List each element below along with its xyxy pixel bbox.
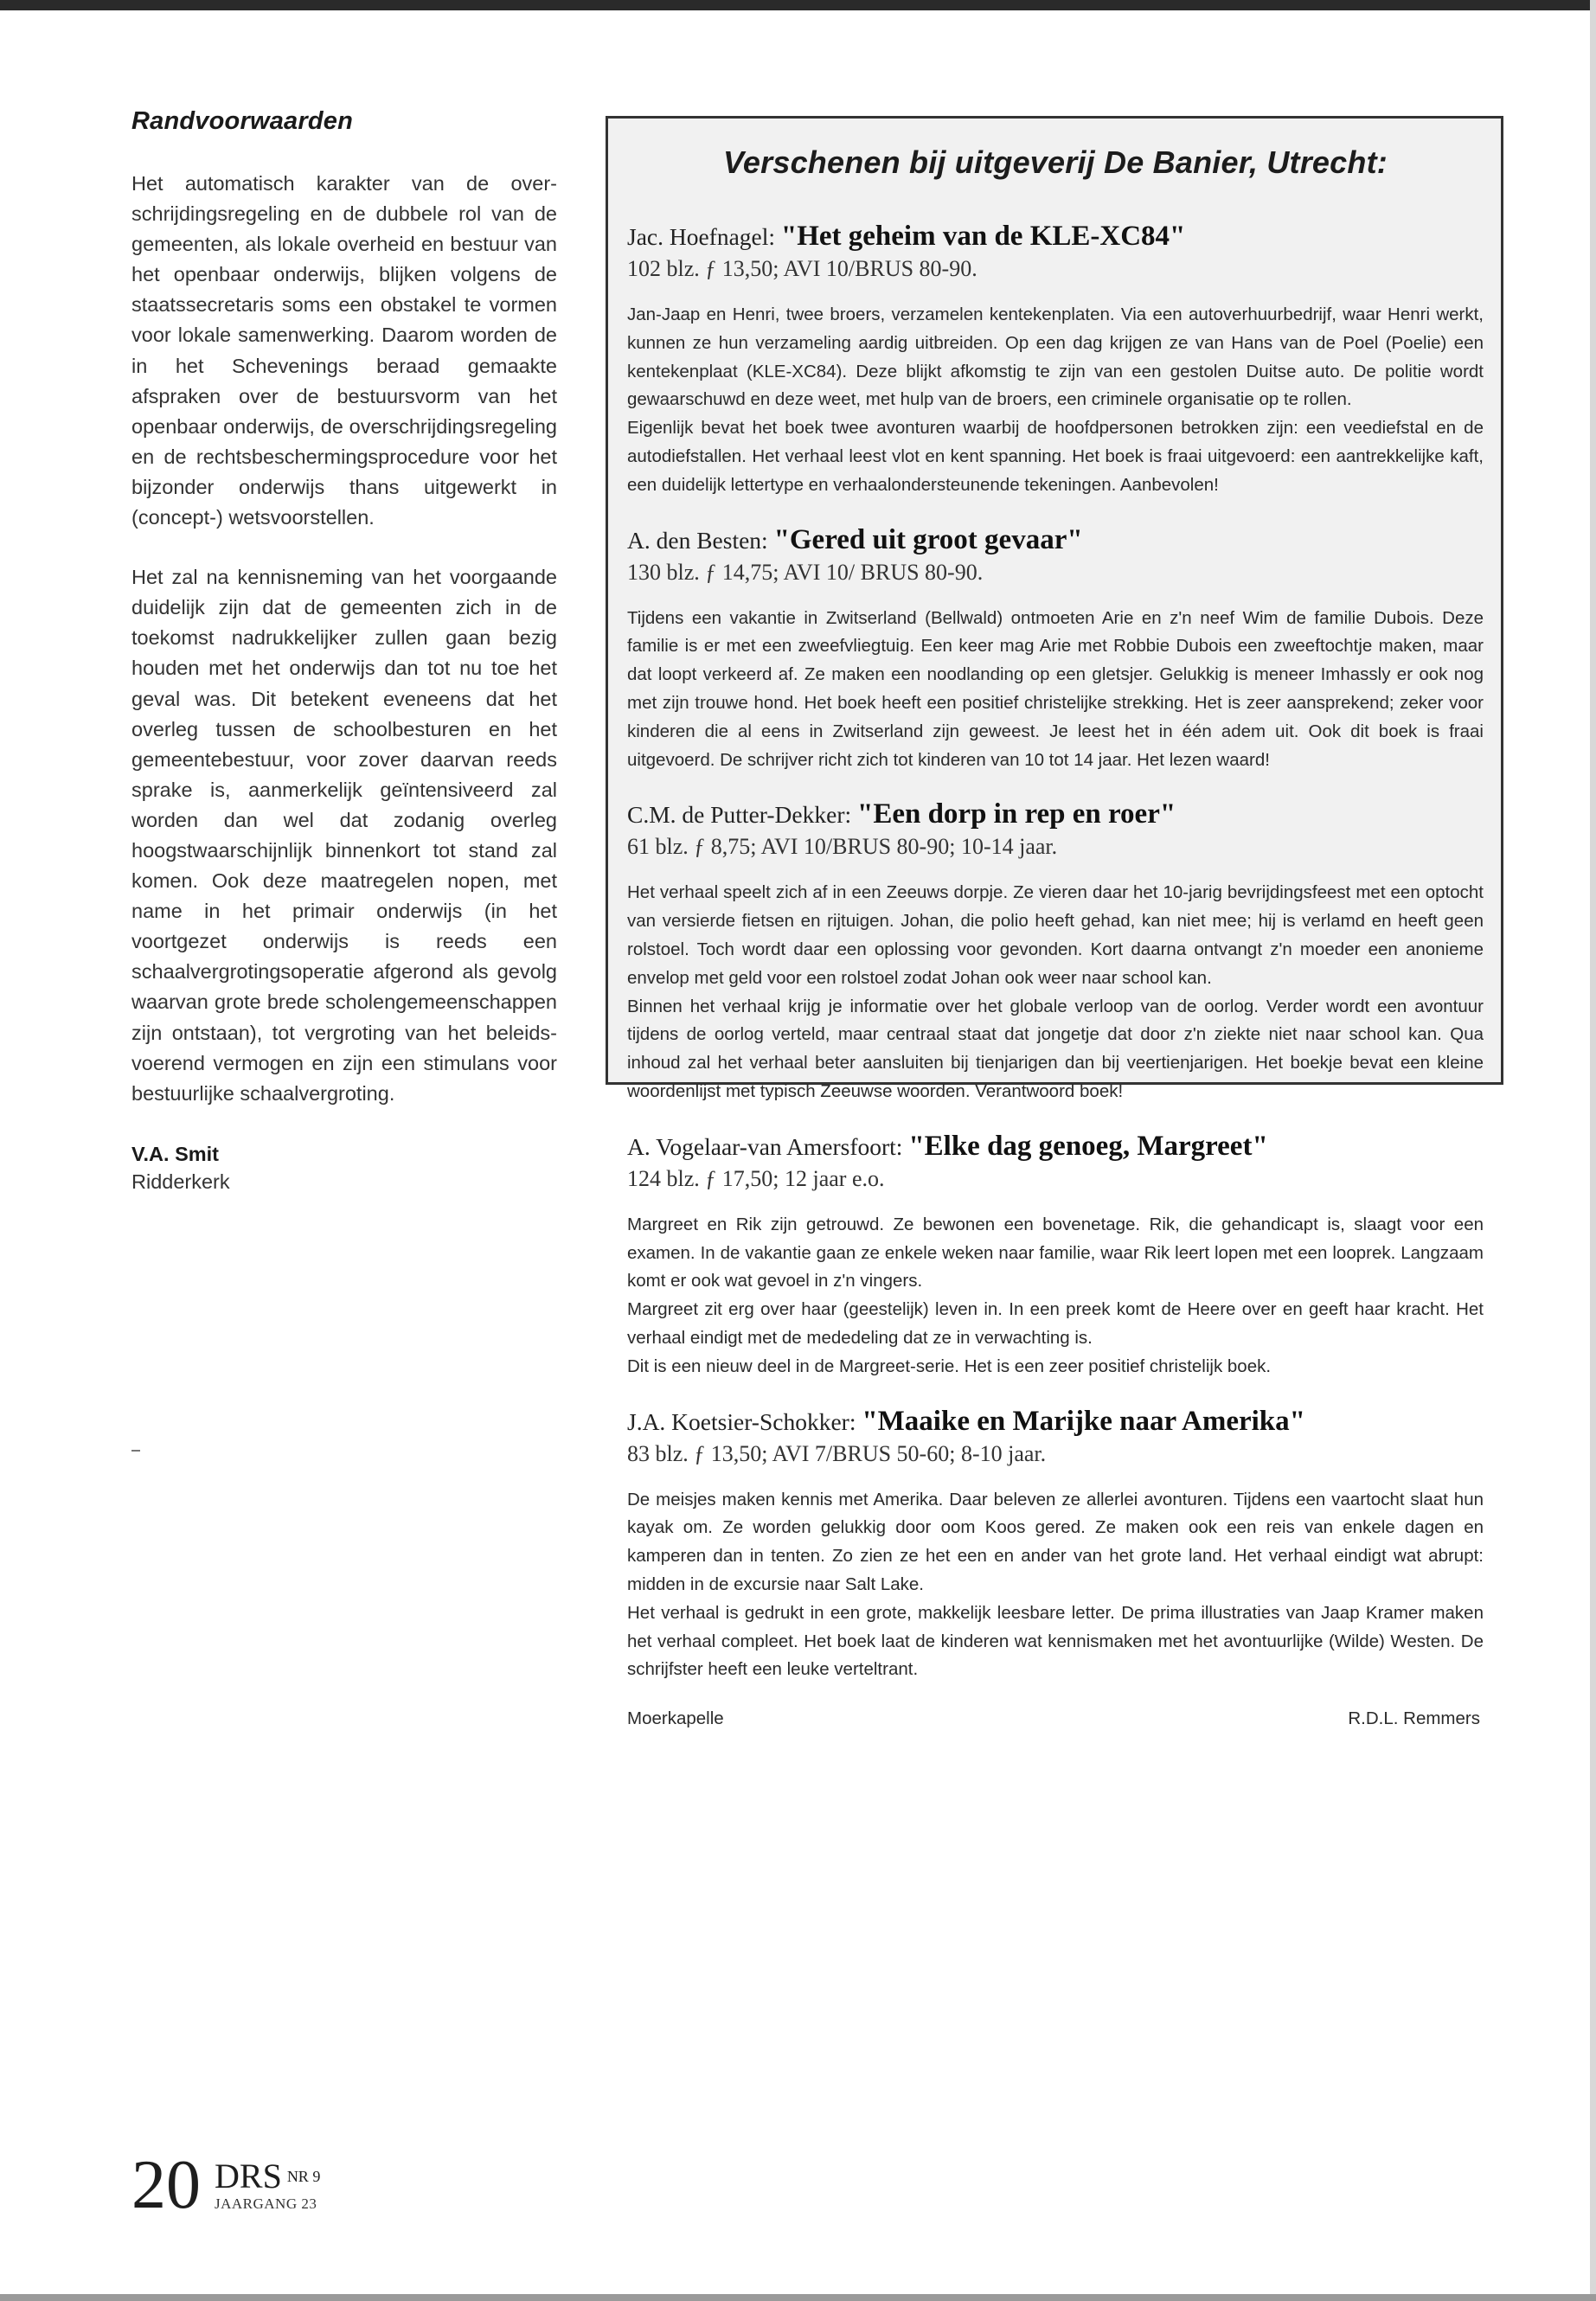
stray-dash-mark [131, 1450, 140, 1452]
review-heading [627, 524, 1484, 556]
article-paragraph-2: Het zal na kennisneming van het voorgaande duidelijk zijn dat de gemeenten zich in de toekomst nadrukkelijker zullen gaan bezig houden met het onderwijs dan tot nu toe het geval was. Dit betekent eveneens dat het overleg tussen de schoolbesturen en het gemeentebestuur, voor zover daarvan reeds sprake is, aanmerkelijk geïntensiveerd zal worden dan wel dat zodanig overleg hoogstwaarschijnlijk binnenkort tot stand zal komen. Ook deze maatregelen nopen, met name in het primair onderwijs (in het voortgezet onderwijs is reeds een schaalvergrotingsoperatie afgerond als gevolg waarvan grote brede scholengemeenschappen zijn ontstaan), tot vergroting van het beleidsvoerend vermogen en zijn een stimulans voor bestuurlijke schaalvergroting. [131, 566, 557, 1105]
review-meta: 130 blz. ƒ 14,75; AVI 10/ BRUS 80-90. [627, 559, 984, 585]
review-item [627, 524, 1484, 775]
review-item [627, 1406, 1484, 1685]
scan-border-right [1590, 0, 1596, 2301]
scan-border-top [0, 0, 1596, 10]
review-paragraph: Dit is een nieuw deel in de Margreet-serie. Het is een zeer positief christelijk boek. [627, 1356, 1272, 1376]
box-title: Verschenen bij uitgeverij De Banier, Utrecht: [723, 144, 1388, 180]
review-heading [627, 1131, 1484, 1163]
review-book-title: "Een dorp in rep en roer" [857, 798, 1176, 830]
review-meta: 61 blz. ƒ 8,75; AVI 10/BRUS 80-90; 10-14 jaar. [627, 834, 1058, 860]
review-paragraph: Binnen het verhaal krijg je informatie over het globale verloop van de oorlog. Verder wordt een avontuur tijdens de oorlog verteld, maar centraal staat dat jongetje dat door z'n ziekte niet naar school kan. Qua inhoud zal het verhaal beter aansluiten bij tienjarigen dan bij veertienjarigen. Het boekje bevat een kleine woordenlijst met typisch Zeeuwse woorden. Verantwoord boek! [627, 996, 1484, 1101]
magazine-issue: NR 9 [286, 2168, 321, 2185]
review-paragraph: De meisjes maken kennis met Amerika. Daar beleven ze allerlei avonturen. Tijdens een vaartocht slaat hun kayak om. Ze worden gelukkig door oom Koos gered. Ze maken ook een reis van enkele dagen en kamperen dan in tenten. Zo zien ze het een en ander van het grote land. Het verhaal eindigt wat abrupt: midden in de excursie naar Salt Lake. [627, 1489, 1484, 1594]
review-item [627, 798, 1484, 1106]
magazine-volume: JAARGANG 23 [215, 2195, 317, 2212]
book-reviews-box [606, 116, 1503, 1729]
review-text [627, 301, 1484, 500]
section-heading: Randvoorwaarden [131, 107, 353, 135]
review-book-title: "Maaike en Marijke naar Amerika" [862, 1405, 1305, 1437]
article-author-name: V.A. Smit [131, 1142, 219, 1165]
review-heading [627, 798, 1484, 830]
magazine-masthead [215, 2159, 320, 2214]
review-text [627, 879, 1484, 1106]
reviewer-name: R.D.L. Remmers [1348, 1708, 1480, 1729]
review-paragraph: Tijdens een vakantie in Zwitserland (Bellwald) ontmoeten Arie en z'n neef Wim de familie Dubois. Deze familie is er met een zweefvliegtuig. Een keer mag Arie met Robbie Dubois een zweeftochtje maken, maar dat loopt verkeerd af. Ze maken een noodlanding op een gletsjer. Gelukkig is meneer Imhassly er ook nog met zijn trouwe hond. Het boek heeft een positief christelijke strekking. Het is zeer aansprekend; zeker voor kinderen die al eens in Zwitserland zijn geweest. Je leest het in één adem uit. Ook dit boek is fraai uitgevoerd. De schrijver richt zich tot kinderen van 10 tot 14 jaar. Het lezen waard! [627, 607, 1484, 770]
review-author: A. den Besten: [627, 526, 774, 554]
reviewer-place: Moerkapelle [627, 1708, 724, 1729]
review-paragraph: Margreet zit erg over haar (geestelijk) leven in. In een preek komt de Heere over en geeft haar kracht. Het verhaal eindigt met de mededeling dat ze in verwachting is. [627, 1299, 1484, 1348]
review-paragraph: Het verhaal is gedrukt in een grote, makkelijk leesbare letter. De prima illustraties van Jaap Kramer maken het verhaal compleet. Het boek laat de kinderen wat kennismaken met het avontuurlijke (Wilde) Westen. De schrijfster heeft een leuke verteltrant. [627, 1602, 1484, 1680]
review-author: J.A. Koetsier-Schokker: [627, 1407, 862, 1435]
review-meta: 83 blz. ƒ 13,50; AVI 7/BRUS 50-60; 8-10 jaar. [627, 1440, 1047, 1466]
review-text [627, 605, 1484, 775]
review-book-title: "Elke dag genoeg, Margreet" [908, 1130, 1268, 1162]
review-paragraph: Eigenlijk bevat het boek twee avonturen waarbij de hoofdpersonen betrokken zijn: een veediefstal en de autodiefstallen. Het verhaal leest vlot en kent spanning. Het boek is fraai uitgevoerd: een aantrekkelijke kaft, een duidelijk lettertype en verhaalondersteunende tekeningen. Aanbevolen! [627, 418, 1484, 495]
review-item [627, 1131, 1484, 1381]
article-paragraph-1: Het automatisch karakter van de overschrijdingsregeling en de dubbele rol van de gemeenten, als lokale overheid en bestuur van het openbaar onderwijs, blijken volgens de staatssecretaris soms een obstakel te vormen voor lokale samenwerking. Daarom worden de in het Schevenings beraad gemaakte afspraken over de bestuursvorm van het openbaar onderwijs, de overschrijdingsregeling en de rechtsbeschermingsprocedure voor het bijzonder onderwijs thans uitgewerkt in (concept-) wetsvoorstellen. [131, 172, 557, 529]
scan-border-bottom [0, 2294, 1596, 2301]
review-paragraph: Jan-Jaap en Henri, twee broers, verzamelen kentekenplaten. Via een autoverhuurbedrijf, waar Henri werkt, kunnen ze hun verzameling aardig uitbreiden. Op een dag krijgen ze van Hans van de Poel (Poelie) een kentekenplaat (KLE-XC84). Deze blijkt afkomstig te zijn van een gestolen Duitse auto. De politie wordt gewaarschuwd en deze weet, met hulp van de broers, een criminele organisatie op te rollen. [627, 304, 1484, 410]
review-meta: 124 blz. ƒ 17,50; 12 jaar e.o. [627, 1165, 885, 1191]
review-text [627, 1486, 1484, 1685]
review-item [627, 221, 1484, 500]
magazine-name-line [215, 2159, 320, 2194]
page-footer [131, 2147, 321, 2223]
review-heading [627, 1406, 1484, 1438]
review-text [627, 1211, 1484, 1381]
article-author-place: Ridderkerk [131, 1170, 230, 1193]
review-author: C.M. de Putter-Dekker: [627, 801, 857, 829]
review-book-title: "Gered uit groot gevaar" [773, 523, 1083, 555]
article-left-column [131, 107, 557, 1195]
review-paragraph: Het verhaal speelt zich af in een Zeeuws dorpje. Ze vieren daar het 10-jarig bevrijdingsfeest met een optocht van versierde fietsen en rijtuigen. Johan, die polio heeft gehad, kan niet mee; hij is verlamd en heeft geen rolstoel. Toch wordt daar een oplossing voor gevonden. Kort daarna ontvangt z'n moeder een anonieme envelop met geld voor een rolstoel zodat Johan ook weer naar school kan. [627, 882, 1484, 988]
review-author: Jac. Hoefnagel: [627, 223, 781, 250]
review-meta: 102 blz. ƒ 13,50; AVI 10/BRUS 80-90. [627, 256, 977, 281]
reviewer-signature [627, 1708, 1484, 1729]
magazine-name: DRS [215, 2157, 282, 2195]
review-author: A. Vogelaar-van Amersfoort: [627, 1132, 909, 1160]
review-book-title: "Het geheim van de KLE-XC84" [780, 221, 1186, 252]
page-number: 20 [131, 2147, 201, 2223]
review-paragraph: Margreet en Rik zijn getrouwd. Ze bewonen een bovenetage. Rik, die gehandicapt is, slaagt voor een examen. In de vakantie gaan ze enkele weken naar familie, waar Rik leert lopen met een looprek. Langzaam komt er ook wat gevoel in z'n vingers. [627, 1214, 1484, 1292]
review-heading [627, 221, 1484, 253]
